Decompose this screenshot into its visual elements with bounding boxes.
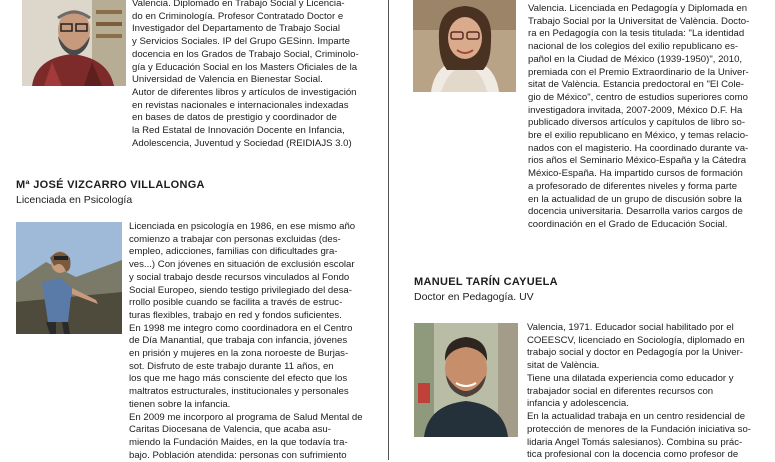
bio-text-tarin-continued (527, 373, 764, 462)
bio-line: y social trabajo desde recursos vinculados al Fondo (129, 271, 350, 283)
bio-line: Autor de diferentes libros y artículos de investigación (132, 86, 357, 98)
bio-text-top-right (528, 3, 764, 232)
bio-line: nacional de los colegios del exilio republicano es- (528, 41, 739, 53)
person-role-vizcarro: Licenciada en Psicología (16, 194, 133, 206)
portrait-man-smiling (414, 323, 518, 437)
bio-line: Investigador del Departamento de Trabajo Social (132, 23, 340, 35)
bio-line: en bases de datos de prestigio y coordinador de (132, 112, 337, 124)
person-name-vizcarro: Mª JOSÉ VIZCARRO VILLALONGA (16, 179, 205, 191)
bio-line: do en Criminología. Profesor Contratado Doctor e (132, 10, 344, 22)
bio-line: gía y Educación Social en los Masters Oficiales de la (132, 61, 358, 73)
bio-line: trabajo social y doctor en Pedagogía por la Univer- (527, 347, 743, 359)
portrait-woman-mountain (16, 222, 122, 334)
bio-line: la Red Estatal de Innovación Docente en Infancia, (132, 125, 345, 137)
bio-line: nados con el magisterio. Ha coordinado durante va- (528, 142, 749, 154)
bio-line: tienen sobre la infancia. (129, 398, 231, 410)
bio-line: pañol en la Ciudad de México (1939-1950)", 2010, (528, 53, 743, 65)
author-photo-vizcarro (16, 222, 122, 334)
bio-line: premiada con el Premio Extraordinario de la Univer- (528, 66, 749, 78)
bio-line: Tiene una dilatada experiencia como educador y (527, 373, 734, 384)
bio-line: turas flexibles, trabajo en red y fondos suficientes. (129, 309, 342, 321)
person-role-tarin: Doctor en Pedagogía. UV (414, 291, 534, 303)
portrait-woman-glasses (413, 0, 516, 92)
bio-line: bajo. Población atendida: personas con sufrimiento (129, 449, 347, 461)
bio-text-vizcarro (129, 221, 367, 462)
bio-line: bre el exilio republicano en México, y temas relacio- (528, 130, 749, 142)
bio-line: tica profesional con la docencia como profesor de (527, 449, 739, 461)
bio-line: coordinación en el Grado de Educación Social. (528, 218, 728, 230)
bio-line: Universidad de Valencia en Bienestar Social. (132, 74, 323, 86)
bio-line: docencia en los Grados de Trabajo Social, Criminolo- (132, 48, 359, 60)
bio-line: México-España. Ha impartido cursos de formación (528, 168, 743, 180)
bio-line: a profesorado de diferentes niveles y forma parte (528, 180, 738, 192)
person-name-tarin: MANUEL TARÍN CAYUELA (414, 276, 558, 288)
bio-line: ra en Pedagogía con la tesis titulada: "La identidad (528, 28, 745, 40)
bio-line: en revistas nacionales e internacionales indexadas (132, 99, 349, 111)
bio-line: los que me hago más consciente del efecto que los (129, 373, 348, 385)
bio-line: rios años el Seminario México-España y la Cátedra (528, 155, 747, 167)
bio-line: lidaria Angel Tomás salesianos). Combina su prác- (527, 436, 743, 448)
bio-line: investigadora invitada, 2007-2009, México D.F. Ha (528, 104, 743, 116)
bio-line: y Servicios Sociales. IP del Grupo GESinn. Imparte (132, 36, 350, 48)
bio-line: en prisión y mujeres en la zona noroeste de Burjas- (129, 348, 349, 360)
bio-line: empleo, adicciones, familias con dificultades gra- (129, 246, 338, 258)
author-photo-top-left (22, 0, 126, 86)
bio-line: Social Europeo, siendo testigo privilegiado del desa- (129, 284, 352, 296)
author-photo-top-right (413, 0, 516, 92)
bio-line: infancia y adolescencia. (527, 398, 629, 410)
bio-line: docencia universitaria. Desarrolla varios cargos de (528, 206, 743, 218)
bio-line: trabajador social en diferentes recursos con (527, 385, 714, 397)
bio-line: Licenciada en psicología en 1986, en ese mismo año (129, 221, 356, 232)
bio-line: miendo la Fundación Maides, en la que todavía tra- (129, 436, 348, 448)
bio-text-tarin (527, 322, 764, 373)
bio-line: gio de México", centro de estudios superiores como (528, 91, 748, 103)
bio-line: sot. Disfruto de este trabajo durante 11 años, en (129, 360, 334, 372)
bio-line: Trabajo Social por la Universitat de València. Docto- (528, 15, 750, 27)
bio-line: En 2009 me incorporo al programa de Salud Mental de (129, 411, 363, 423)
bio-line: sitat de València. (527, 360, 600, 372)
column-divider (388, 0, 389, 460)
bio-line: rrollo posible cuando se facilita a través de estruc- (129, 297, 343, 309)
bio-line: publicado diversos artículos y capítulos de libro so- (528, 117, 746, 129)
bio-line: maltratos estructurales, institucionales y personales (129, 386, 349, 398)
bio-line: Valencia. Licenciada en Pedagogía y Diplomada en (528, 3, 748, 14)
bio-line: ves...) Con jóvenes en situación de exclusión escolar (129, 259, 355, 271)
portrait-man-glasses (22, 0, 126, 86)
bio-line: en la actualidad de un grupo de discusión sobre la (528, 193, 742, 205)
bio-line: de Día Manantial, que trabaja con infancia, jóvenes (129, 335, 348, 347)
author-photo-tarin (414, 323, 518, 437)
bio-line: comienzo a trabajar con personas excluidas (des- (129, 233, 341, 245)
bio-line: protección de menores de la Fundación iniciativa so- (527, 423, 751, 435)
bio-line: Caritas Diocesana de Valencia, que acaba asu- (129, 424, 331, 436)
bio-line: Valencia. Diplomado en Trabajo Social y Licencia- (132, 0, 345, 9)
bio-line: En 1998 me integro como coordinadora en el Centro (129, 322, 353, 334)
bio-text-top-left (132, 0, 375, 150)
bio-line: Adolescencia, Juventud y Sociedad (REIDIAJS 3.0) (132, 137, 352, 149)
bio-line: sitat de València. Estancia predoctoral en "El Cole- (528, 79, 745, 91)
bio-line: En la actualidad trabaja en un centro residencial de (527, 411, 746, 423)
bio-line: Valencia, 1971. Educador social habilitado por el (527, 322, 734, 333)
bio-line: COEESCV, licenciado en Sociología, diplomado en (527, 334, 745, 346)
